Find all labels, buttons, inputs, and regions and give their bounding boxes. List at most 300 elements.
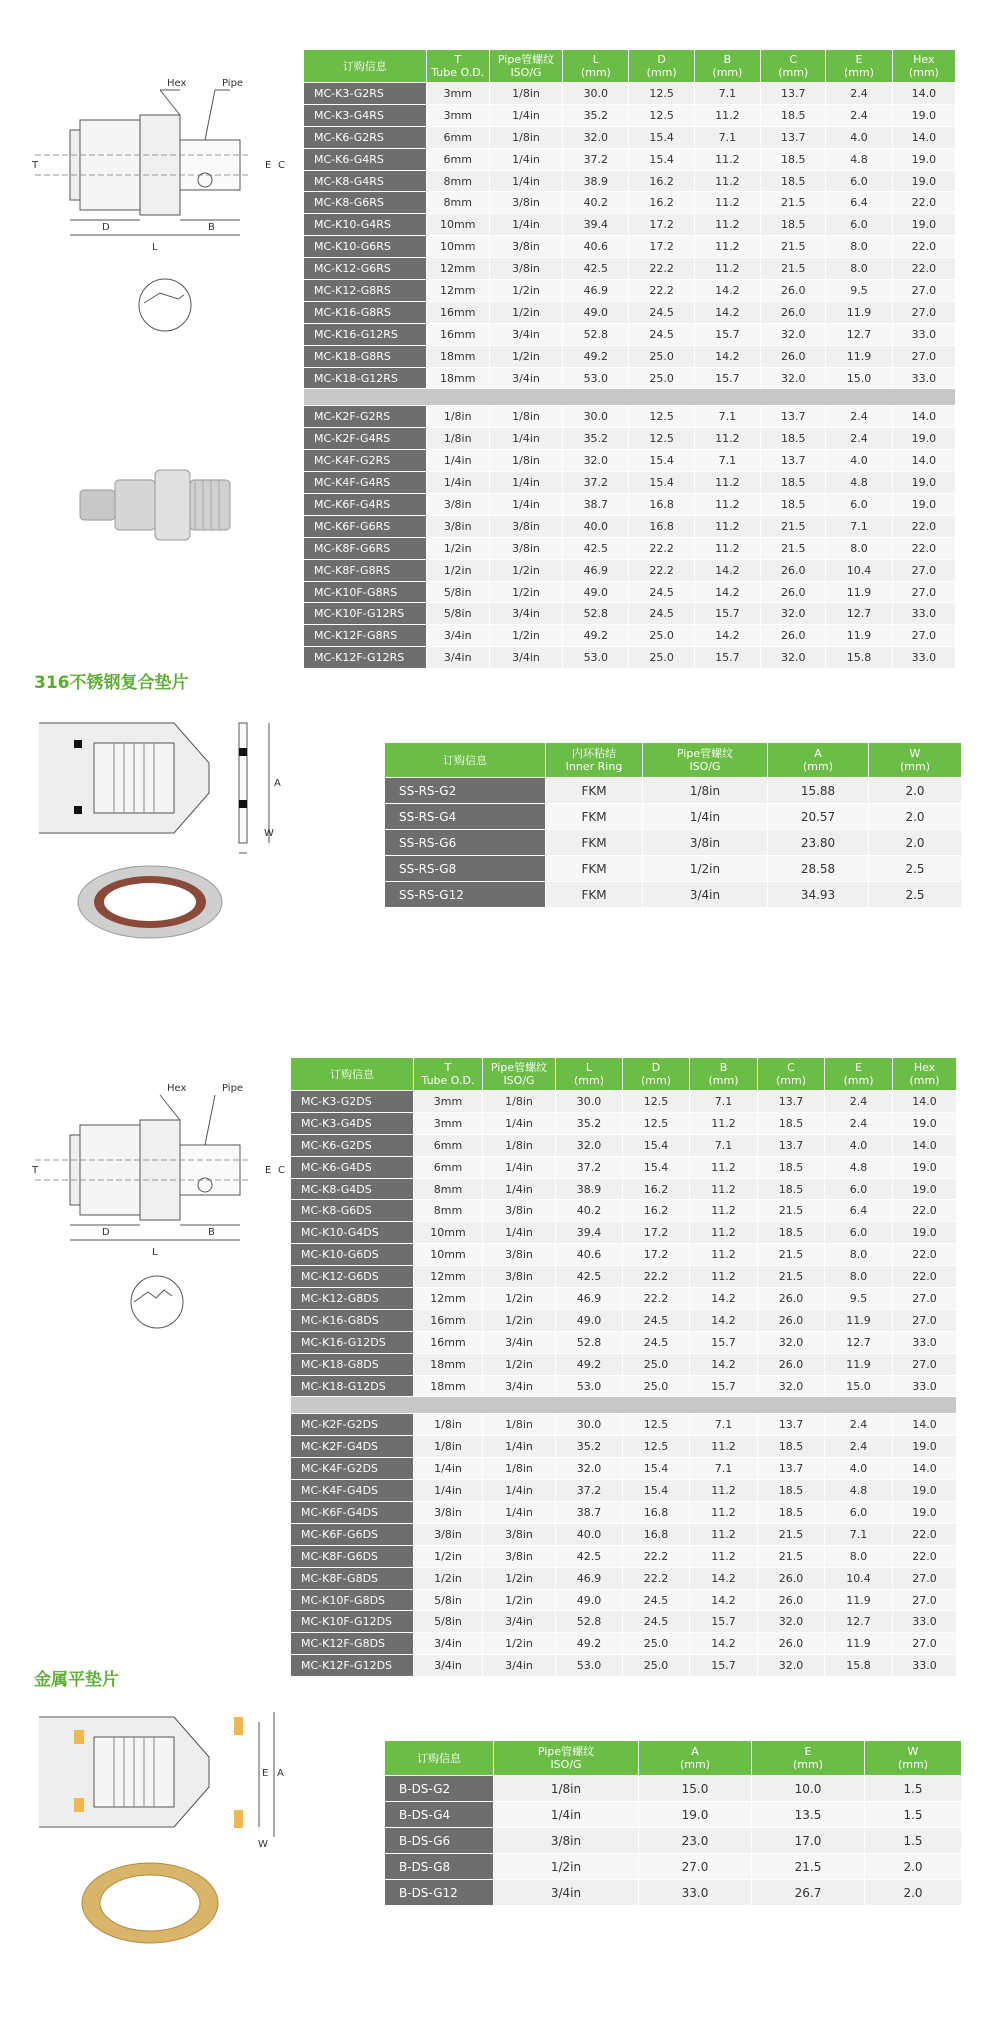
column-header-sublabel: (mm) xyxy=(908,66,939,79)
table-cell: 1/8in xyxy=(490,83,562,104)
table-cell: 12mm xyxy=(414,1288,482,1309)
table-cell: 1/4in xyxy=(483,1480,555,1501)
table-cell: 15.7 xyxy=(695,368,760,389)
order-code-cell: MC-K8F-G8RS xyxy=(304,560,426,581)
table-cell: 3/4in xyxy=(427,625,489,646)
fig2-label-pipe: Pipe xyxy=(222,1083,244,1094)
table-cell: 22.0 xyxy=(893,516,955,537)
table-cell: 22.2 xyxy=(623,1546,689,1567)
table-cell: 19.0 xyxy=(893,1222,956,1243)
table-cell: 4.8 xyxy=(825,1157,892,1178)
table-cell: 4.8 xyxy=(825,1480,892,1501)
fig-washer-label-w: W xyxy=(258,1839,268,1850)
table-cell: 52.8 xyxy=(556,1332,622,1353)
table-cell: 1.5 xyxy=(865,1802,961,1827)
table-cell: 12.5 xyxy=(629,83,693,104)
table-cell: 15.88 xyxy=(768,778,868,803)
header-row xyxy=(385,743,961,777)
table-cell: 15.4 xyxy=(623,1157,689,1178)
table-cell: 12.7 xyxy=(826,603,891,624)
table-cell: 12.7 xyxy=(825,1332,892,1353)
table-cell: 6.0 xyxy=(825,1179,892,1200)
table-row xyxy=(291,1436,956,1457)
table-cell: 15.7 xyxy=(690,1655,757,1676)
table-cell: 18.5 xyxy=(758,1179,824,1200)
table-cell: 2.5 xyxy=(869,882,961,907)
table-cell: 27.0 xyxy=(893,1633,956,1654)
table-cell: 18.5 xyxy=(761,171,825,192)
table-cell: 6mm xyxy=(427,127,489,148)
table-cell: 2.4 xyxy=(825,1113,892,1134)
table-cell: 26.0 xyxy=(758,1568,824,1589)
table-cell: 10.0 xyxy=(752,1776,864,1801)
table-cell: 18.5 xyxy=(761,472,825,493)
table-cell: 22.0 xyxy=(893,1244,956,1265)
table-cell: 37.2 xyxy=(563,149,628,170)
table-cell: 18.5 xyxy=(761,105,825,126)
table-cell: 1/2in xyxy=(490,582,562,603)
table-cell: 1/4in xyxy=(490,171,562,192)
table-cell: 27.0 xyxy=(893,1568,956,1589)
table-cell: 49.0 xyxy=(556,1590,622,1611)
table-cell: 3/8in xyxy=(490,258,562,279)
table-cell: 46.9 xyxy=(556,1288,622,1309)
table-cell: 2.4 xyxy=(825,1091,892,1112)
fig2-label-t: T xyxy=(32,1165,39,1176)
table-cell: 18mm xyxy=(414,1376,482,1397)
table-cell: 8.0 xyxy=(825,1266,892,1287)
table-cell: 24.5 xyxy=(629,582,693,603)
order-code-cell: MC-K3-G4RS xyxy=(304,105,426,126)
separator-cell xyxy=(291,1397,956,1413)
table-row xyxy=(385,882,961,907)
table-row xyxy=(304,127,955,148)
table-cell: 40.0 xyxy=(556,1524,622,1545)
table-cell: 24.5 xyxy=(629,603,693,624)
table-cell: 12.5 xyxy=(629,428,693,449)
order-code-cell: MC-K12-G8RS xyxy=(304,280,426,301)
table-cell: 3/8in xyxy=(643,830,767,855)
table-cell: 35.2 xyxy=(556,1436,622,1457)
ds-fitting-drawing xyxy=(30,1065,290,1265)
table-cell: 12.5 xyxy=(623,1414,689,1435)
table-cell: 11.2 xyxy=(690,1113,757,1134)
table-cell: 7.1 xyxy=(690,1414,757,1435)
order-code-cell: SS-RS-G12 xyxy=(385,882,545,907)
table-row xyxy=(291,1655,956,1676)
table-cell: 15.0 xyxy=(826,368,891,389)
composite-gasket-photo xyxy=(70,860,230,945)
column-header-label: 订购信息 xyxy=(342,59,387,73)
table-cell: 1/8in xyxy=(483,1458,555,1479)
table-cell: 3/4in xyxy=(494,1880,638,1905)
table-cell: 19.0 xyxy=(893,171,955,192)
table-cell: 46.9 xyxy=(563,280,628,301)
column-header xyxy=(427,50,489,82)
table-cell: 1/4in xyxy=(414,1480,482,1501)
column-header-sublabel: (mm) xyxy=(679,1758,710,1771)
table-cell: 32.0 xyxy=(758,1376,824,1397)
metal-washer-photo xyxy=(75,1858,225,1948)
table-cell: 21.5 xyxy=(758,1200,824,1221)
table-cell: 42.5 xyxy=(556,1266,622,1287)
table-cell: 11.2 xyxy=(695,171,760,192)
table-row xyxy=(304,647,955,668)
table-cell: 6.4 xyxy=(825,1200,892,1221)
table-cell: 10mm xyxy=(427,236,489,257)
table-cell: 11.2 xyxy=(695,538,760,559)
table-row xyxy=(291,1113,956,1134)
table-cell: 49.0 xyxy=(556,1310,622,1331)
table-cell: 15.7 xyxy=(690,1611,757,1632)
column-header-sublabel: (mm) xyxy=(897,1758,928,1771)
table-cell: 19.0 xyxy=(893,1113,956,1134)
table-cell: 11.2 xyxy=(690,1157,757,1178)
column-header-sublabel: ISO/G xyxy=(689,760,721,773)
table-cell: 2.0 xyxy=(869,830,961,855)
table-cell: 3/4in xyxy=(643,882,767,907)
column-header-sublabel: ISO/G xyxy=(550,1758,582,1771)
table-row xyxy=(291,1633,956,1654)
table-cell: 28.58 xyxy=(768,856,868,881)
table-cell: 15.4 xyxy=(623,1458,689,1479)
fig-label-w: W xyxy=(264,828,274,839)
column-header xyxy=(385,743,545,777)
table-cell: 27.0 xyxy=(639,1854,751,1879)
table-cell: 30.0 xyxy=(563,83,628,104)
table-cell: 20.57 xyxy=(768,804,868,829)
fig-label-b: B xyxy=(208,222,215,233)
fig-label-l: L xyxy=(152,242,158,253)
table-cell: 22.2 xyxy=(629,538,693,559)
table-cell: 1/4in xyxy=(483,1113,555,1134)
table-cell: 19.0 xyxy=(893,1157,956,1178)
table-cell: 3/8in xyxy=(483,1524,555,1545)
order-code-cell: MC-K4F-G2RS xyxy=(304,450,426,471)
column-header-sublabel: (mm) xyxy=(843,1074,874,1087)
table-cell: 10mm xyxy=(414,1244,482,1265)
table-cell: 3/8in xyxy=(427,516,489,537)
table-cell: 15.7 xyxy=(690,1376,757,1397)
composite-gasket-table xyxy=(384,742,962,908)
column-header-label: W xyxy=(907,1745,919,1758)
table-cell: 14.2 xyxy=(695,302,760,323)
group-separator xyxy=(304,389,955,405)
order-code-cell: MC-K4F-G4RS xyxy=(304,472,426,493)
table-cell: 26.0 xyxy=(761,346,825,367)
table-cell: 3/4in xyxy=(427,647,489,668)
column-header xyxy=(494,1741,638,1775)
table-cell: 19.0 xyxy=(893,1480,956,1501)
table-cell: 17.0 xyxy=(752,1828,864,1853)
table-cell: 18.5 xyxy=(758,1113,824,1134)
column-header-sublabel: (mm) xyxy=(802,760,833,773)
order-code-cell: MC-K8F-G6RS xyxy=(304,538,426,559)
table-cell: 12.5 xyxy=(629,105,693,126)
column-header-label: L xyxy=(585,1061,593,1074)
column-header xyxy=(639,1741,751,1775)
table-row xyxy=(385,1854,961,1879)
seal-detail-drawing xyxy=(130,275,200,335)
table-cell: 17.2 xyxy=(623,1222,689,1243)
table-cell: 24.5 xyxy=(623,1611,689,1632)
table-cell: 1/4in xyxy=(494,1802,638,1827)
separator-cell xyxy=(304,389,955,405)
table-row xyxy=(291,1200,956,1221)
table-cell: 22.2 xyxy=(629,560,693,581)
section2-title: 316不锈钢复合垫片 xyxy=(34,673,189,693)
table-cell: 11.2 xyxy=(690,1244,757,1265)
table-cell: 42.5 xyxy=(563,538,628,559)
table-cell: 2.0 xyxy=(869,804,961,829)
column-header xyxy=(414,1058,482,1090)
table-cell: 18mm xyxy=(427,346,489,367)
table-cell: 21.5 xyxy=(758,1266,824,1287)
section4-title: 金属平垫片 xyxy=(34,1670,119,1690)
table-cell: 11.2 xyxy=(690,1222,757,1243)
order-code-cell: MC-K10F-G8RS xyxy=(304,582,426,603)
table-cell: 39.4 xyxy=(563,214,628,235)
table-cell: 53.0 xyxy=(556,1376,622,1397)
table-cell: 37.2 xyxy=(556,1157,622,1178)
table-cell: 3mm xyxy=(427,83,489,104)
order-code-cell: MC-K18-G8RS xyxy=(304,346,426,367)
order-code-cell: B-DS-G12 xyxy=(385,1880,493,1905)
table-cell: 1/4in xyxy=(414,1458,482,1479)
table-cell: 53.0 xyxy=(563,368,628,389)
table-cell: 6.0 xyxy=(826,214,891,235)
metal-washer-table-header xyxy=(385,1741,961,1775)
table-cell: 40.2 xyxy=(563,192,628,213)
order-code-cell: MC-K8-G6DS xyxy=(291,1200,413,1221)
order-code-cell: MC-K2F-G2RS xyxy=(304,406,426,427)
table-cell: 21.5 xyxy=(752,1854,864,1879)
column-header xyxy=(490,50,562,82)
table-cell: 18.5 xyxy=(758,1222,824,1243)
column-header-sublabel: (mm) xyxy=(899,760,930,773)
table-row xyxy=(291,1288,956,1309)
table-cell: 8mm xyxy=(427,171,489,192)
fig-label-pipe: Pipe xyxy=(222,78,244,89)
order-code-cell: SS-RS-G6 xyxy=(385,830,545,855)
table-cell: 46.9 xyxy=(556,1568,622,1589)
table-cell: 13.7 xyxy=(758,1458,824,1479)
table-cell: 11.2 xyxy=(695,214,760,235)
column-header-label: E xyxy=(804,1745,812,1758)
table-cell: 52.8 xyxy=(563,324,628,345)
table-cell: 11.2 xyxy=(695,258,760,279)
table-cell: 3/8in xyxy=(483,1244,555,1265)
table-cell: 26.0 xyxy=(761,302,825,323)
table-cell: 26.0 xyxy=(758,1590,824,1611)
table-cell: 32.0 xyxy=(758,1332,824,1353)
table-cell: 40.6 xyxy=(556,1244,622,1265)
table-cell: 8.0 xyxy=(825,1244,892,1265)
fig2-label-hex: Hex xyxy=(167,1083,187,1094)
table-cell: 10mm xyxy=(414,1222,482,1243)
fig-label-e: E xyxy=(265,160,272,171)
table-cell: 1/4in xyxy=(483,1157,555,1178)
table-cell: 25.0 xyxy=(623,1655,689,1676)
table-row xyxy=(385,1880,961,1905)
table-cell: 3/8in xyxy=(483,1266,555,1287)
table-cell: 25.0 xyxy=(629,346,693,367)
header-row xyxy=(385,1741,961,1775)
table-cell: 9.5 xyxy=(825,1288,892,1309)
table-cell: 1/8in xyxy=(414,1436,482,1457)
order-code-cell: MC-K6-G4RS xyxy=(304,149,426,170)
table-cell: 25.0 xyxy=(629,647,693,668)
order-code-cell: MC-K3-G2DS xyxy=(291,1091,413,1112)
table-cell: 1/8in xyxy=(414,1414,482,1435)
rs-table-header xyxy=(304,50,955,82)
table-cell: 26.0 xyxy=(758,1633,824,1654)
order-code-cell: MC-K3-G4DS xyxy=(291,1113,413,1134)
table-row xyxy=(385,804,961,829)
column-header-sublabel: Tube O.D. xyxy=(421,1074,475,1087)
table-cell: 15.7 xyxy=(695,603,760,624)
table-cell: 19.0 xyxy=(639,1802,751,1827)
column-header xyxy=(825,1058,892,1090)
table-cell: 49.2 xyxy=(556,1633,622,1654)
column-header xyxy=(385,1741,493,1775)
table-cell: 8mm xyxy=(414,1200,482,1221)
order-code-cell: MC-K10-G4DS xyxy=(291,1222,413,1243)
table-cell: 21.5 xyxy=(758,1524,824,1545)
table-cell: 25.0 xyxy=(629,625,693,646)
table-cell: 26.0 xyxy=(761,582,825,603)
metal-washer-table xyxy=(384,1740,962,1906)
table-cell: 7.1 xyxy=(695,450,760,471)
table-cell: 1/8in xyxy=(643,778,767,803)
table-cell: 26.0 xyxy=(758,1288,824,1309)
table-cell: 52.8 xyxy=(563,603,628,624)
table-cell: 11.2 xyxy=(690,1179,757,1200)
column-header-label: A xyxy=(814,747,822,760)
table-cell: 33.0 xyxy=(893,1655,956,1676)
table-cell: 14.0 xyxy=(893,1414,956,1435)
order-code-cell: MC-K10F-G12DS xyxy=(291,1611,413,1632)
table-cell: 7.1 xyxy=(690,1458,757,1479)
table-cell: 19.0 xyxy=(893,428,955,449)
order-code-cell: MC-K2F-G4DS xyxy=(291,1436,413,1457)
table-cell: 14.0 xyxy=(893,127,955,148)
table-cell: 8mm xyxy=(427,192,489,213)
table-cell: FKM xyxy=(546,804,642,829)
table-cell: 1/8in xyxy=(490,450,562,471)
table-cell: 1/2in xyxy=(490,560,562,581)
table-cell: 6mm xyxy=(427,149,489,170)
column-header-sublabel: (mm) xyxy=(712,66,743,79)
fig-label-c: C xyxy=(278,160,285,171)
table-cell: 13.7 xyxy=(761,83,825,104)
column-header-sublabel: ISO/G xyxy=(510,66,542,79)
table-cell: 18.5 xyxy=(761,214,825,235)
column-header xyxy=(623,1058,689,1090)
table-cell: 4.0 xyxy=(826,450,891,471)
table-cell: 34.93 xyxy=(768,882,868,907)
order-code-cell: MC-K12F-G8RS xyxy=(304,625,426,646)
column-header-sublabel: Tube O.D. xyxy=(431,66,485,79)
order-code-cell: MC-K16-G8RS xyxy=(304,302,426,323)
table-cell: 19.0 xyxy=(893,1436,956,1457)
table-cell: 27.0 xyxy=(893,346,955,367)
column-header-label: W xyxy=(909,747,921,760)
table-cell: 32.0 xyxy=(761,324,825,345)
table-row xyxy=(385,1802,961,1827)
table-cell: 27.0 xyxy=(893,1310,956,1331)
table-cell: 18.5 xyxy=(761,149,825,170)
table-cell: 16.2 xyxy=(623,1200,689,1221)
column-header-sublabel: (mm) xyxy=(778,66,809,79)
table-cell: 2.4 xyxy=(825,1436,892,1457)
table-cell: 11.9 xyxy=(826,625,891,646)
table-cell: 15.0 xyxy=(639,1776,751,1801)
table-cell: 25.0 xyxy=(623,1633,689,1654)
column-header xyxy=(556,1058,622,1090)
table-cell: 14.2 xyxy=(695,346,760,367)
table-cell: 3/4in xyxy=(490,647,562,668)
table-row xyxy=(385,830,961,855)
column-header xyxy=(865,1741,961,1775)
order-code-cell: MC-K10-G6RS xyxy=(304,236,426,257)
table-cell: 12.5 xyxy=(623,1436,689,1457)
order-code-cell: B-DS-G6 xyxy=(385,1828,493,1853)
order-code-cell: MC-K8-G4DS xyxy=(291,1179,413,1200)
table-cell: 1/8in xyxy=(494,1776,638,1801)
column-header-sublabel: (mm) xyxy=(775,1074,806,1087)
column-header xyxy=(643,743,767,777)
table-cell: 12mm xyxy=(414,1266,482,1287)
header-row xyxy=(291,1058,956,1090)
column-header-sublabel: (mm) xyxy=(573,1074,604,1087)
order-code-cell: MC-K18-G8DS xyxy=(291,1354,413,1375)
table-cell: 19.0 xyxy=(893,105,955,126)
table-row xyxy=(304,346,955,367)
table-cell: 40.2 xyxy=(556,1200,622,1221)
table-cell: 1/4in xyxy=(483,1222,555,1243)
table-cell: 15.7 xyxy=(690,1332,757,1353)
table-cell: 18mm xyxy=(427,368,489,389)
table-cell: 2.0 xyxy=(865,1880,961,1905)
order-code-cell: SS-RS-G2 xyxy=(385,778,545,803)
table-row xyxy=(385,856,961,881)
table-cell: 3/4in xyxy=(490,368,562,389)
table-cell: 27.0 xyxy=(893,1590,956,1611)
table-cell: 53.0 xyxy=(556,1655,622,1676)
table-cell: FKM xyxy=(546,830,642,855)
table-row xyxy=(304,538,955,559)
table-cell: 17.2 xyxy=(623,1244,689,1265)
column-header xyxy=(629,50,693,82)
table-cell: 22.0 xyxy=(893,258,955,279)
table-row xyxy=(304,83,955,104)
table-cell: 11.2 xyxy=(690,1266,757,1287)
column-header-sublabel: (mm) xyxy=(909,1074,940,1087)
table-cell: 25.0 xyxy=(623,1376,689,1397)
column-header xyxy=(752,1741,864,1775)
table-cell: 11.9 xyxy=(825,1354,892,1375)
table-cell: 2.4 xyxy=(826,406,891,427)
table-cell: 33.0 xyxy=(893,368,955,389)
table-cell: 26.0 xyxy=(761,560,825,581)
table-cell: 8.0 xyxy=(825,1546,892,1567)
order-code-cell: B-DS-G2 xyxy=(385,1776,493,1801)
table-cell: FKM xyxy=(546,778,642,803)
table-row xyxy=(291,1414,956,1435)
table-cell: 2.4 xyxy=(825,1414,892,1435)
column-header-label: T xyxy=(454,53,462,66)
